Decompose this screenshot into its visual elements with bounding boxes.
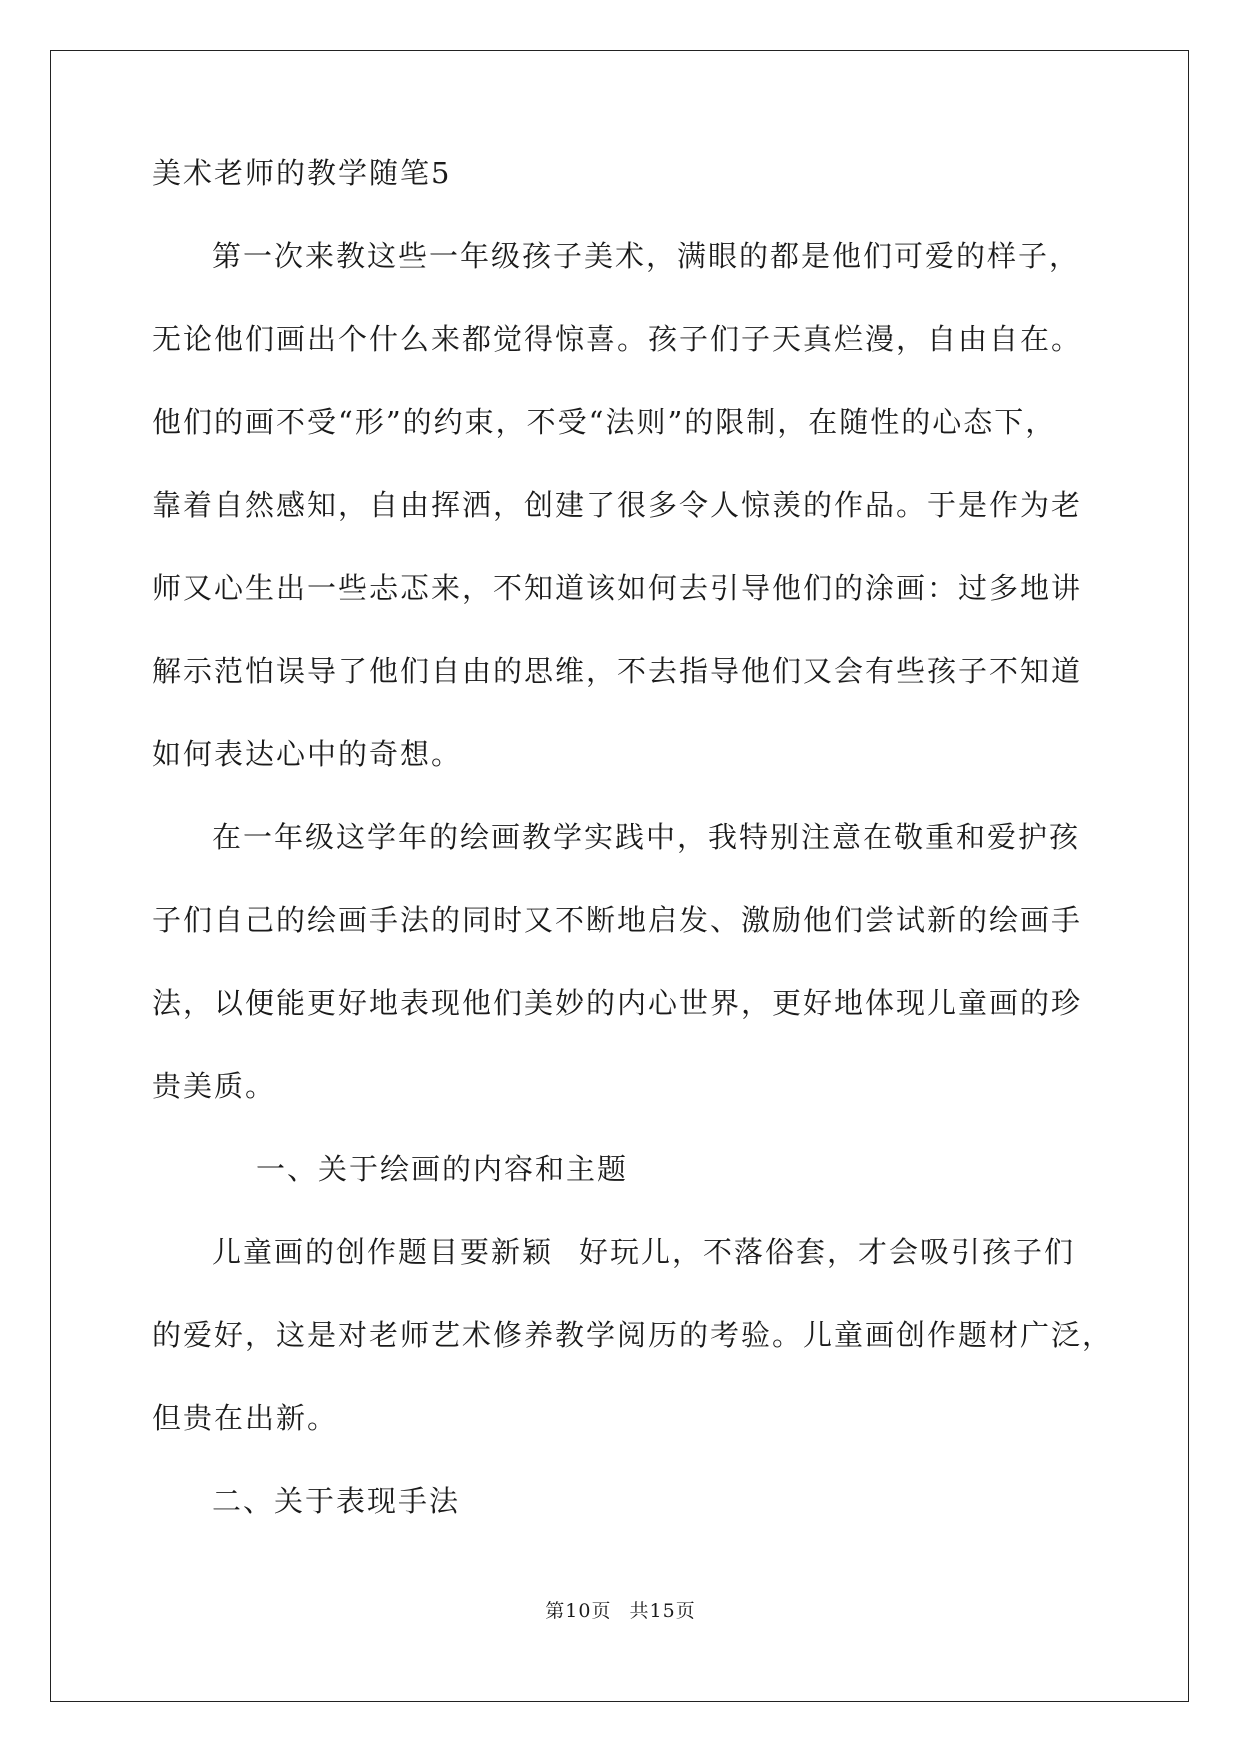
paragraph-3-line-3: 但贵在出新。 <box>152 1401 339 1435</box>
page-label-prefix: 第 <box>545 1600 566 1622</box>
paragraph-3-line-1 <box>212 1232 1075 1272</box>
document-title: 美术老师的教学随笔5 <box>152 156 452 190</box>
paragraph-3-line-2: 的爱好，这是对老师艺术修养教学阅历的考验。儿童画创作题材广泛， <box>152 1318 1114 1352</box>
paragraph-2-line-4: 贵美质。 <box>152 1069 277 1103</box>
paragraph-2-line-1: 在一年级这学年的绘画教学实践中，我特别注意在敬重和爱护孩 <box>212 820 1081 854</box>
paragraph-2-line-3: 法，以便能更好地表现他们美妙的内心世界，更好地体现儿童画的珍 <box>152 986 1083 1020</box>
section-heading-2: 二、关于表现手法 <box>212 1484 461 1518</box>
current-page-number: 10 <box>565 1600 592 1622</box>
page-border <box>50 50 1189 1702</box>
page-label-suffix: 页 <box>591 1600 612 1622</box>
paragraph-1-line-5: 师又心生出一些忐忑来，不知道该如何去引导他们的涂画：过多地讲 <box>152 571 1083 605</box>
paragraph-1-line-4: 靠着自然感知，自由挥洒，创建了很多令人惊羡的作品。于是作为老 <box>152 488 1083 522</box>
paragraph-2-line-2: 子们自己的绘画手法的同时又不断地启发、激励他们尝试新的绘画手 <box>152 903 1083 937</box>
page-footer <box>0 1598 1241 1624</box>
total-label-prefix: 共 <box>629 1600 650 1622</box>
section-heading-1: 一、关于绘画的内容和主题 <box>256 1152 629 1186</box>
paragraph-3-line-1-part-1: 儿童画的创作题目要新颖 <box>212 1235 554 1269</box>
paragraph-1-line-2: 无论他们画出个什么来都觉得惊喜。孩子们子天真烂漫，自由自在。 <box>152 322 1083 356</box>
paragraph-1-line-3: 他们的画不受“形”的约束，不受“法则”的限制，在随性的心态下， <box>152 405 1057 439</box>
paragraph-3-line-1-part-2: 好玩儿，不落俗套，才会吸引孩子们 <box>579 1235 1076 1269</box>
total-label-suffix: 页 <box>675 1600 696 1622</box>
total-pages-number: 15 <box>649 1600 676 1622</box>
paragraph-1-line-6: 解示范怕误导了他们自由的思维，不去指导他们又会有些孩子不知道 <box>152 654 1083 688</box>
paragraph-1-line-1: 第一次来教这些一年级孩子美术，满眼的都是他们可爱的样子， <box>212 239 1081 273</box>
paragraph-1-line-7: 如何表达心中的奇想。 <box>152 737 463 771</box>
